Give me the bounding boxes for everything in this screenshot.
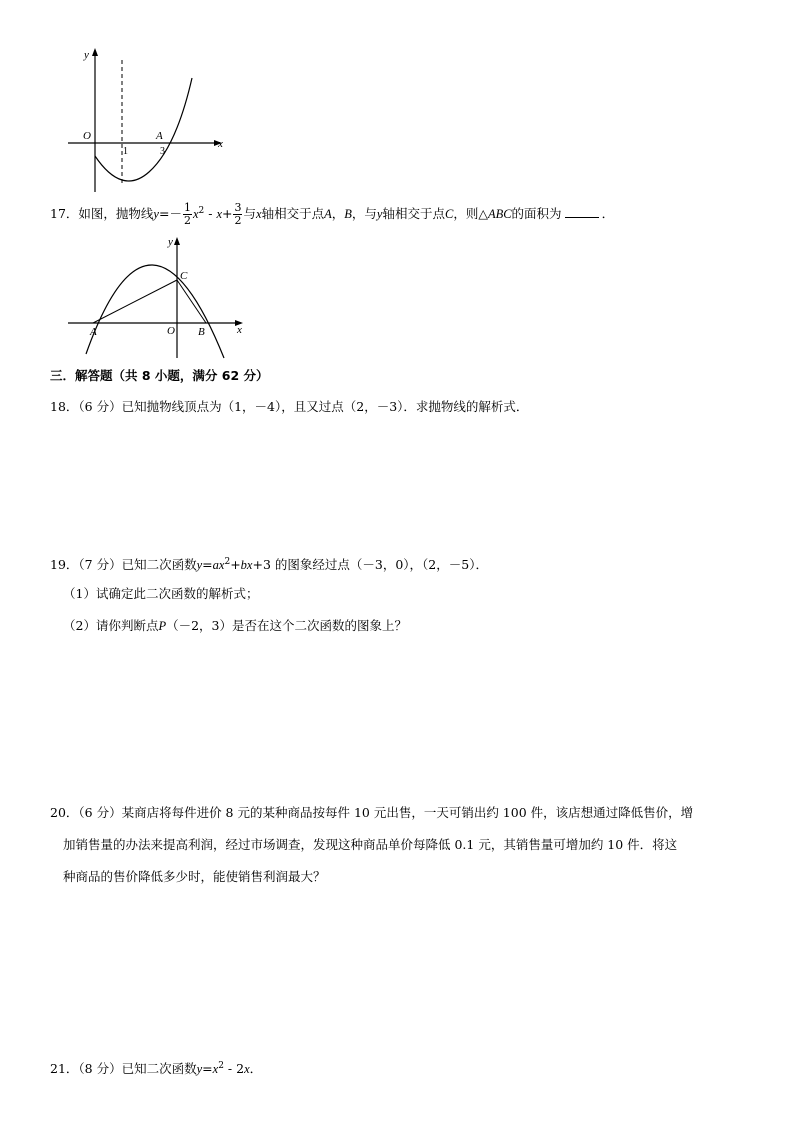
q19-plus: + (230, 557, 241, 573)
q21-end: ． (249, 1061, 263, 1077)
graph-2-x-label: x (237, 324, 242, 336)
q21-y: y (196, 1062, 203, 1077)
q19-eq: = (202, 557, 213, 573)
eq-equals-minus: =－ (158, 206, 182, 222)
graph-1-tick-3: 3 (160, 146, 165, 157)
point-a: A (324, 207, 332, 222)
question-17-period: ． (601, 206, 615, 222)
question-19-part-2-b: （－2，3）是否在这个二次函数的图象上？ (166, 618, 408, 633)
q21-exponent: 2 (218, 1061, 224, 1071)
eq-exponent: 2 (198, 206, 205, 216)
question-20-line-3: 种商品的售价降低多少时，能使销售利润最大？ (63, 869, 326, 884)
eq-y: y (153, 207, 159, 222)
question-20-line-1: 20．（6 分）某商店将每件进价 8 元的某种商品按每件 10 元出售，一天可销出约 100 件，该店想通过降低售价，增 (50, 805, 694, 820)
question-21 (50, 1057, 262, 1078)
fraction-three-halves (233, 202, 242, 227)
q19-x1: x (218, 558, 225, 573)
q21-x1: x (212, 1062, 219, 1077)
graph-1-tick-1: 1 (123, 146, 128, 157)
question-17-text-f: ，则△ (453, 206, 488, 222)
graph-2-label-b: B (198, 326, 205, 338)
question-19-rest: +3 的图象经过点（－3，0），（2，－5）． (252, 557, 488, 573)
q21-mid: - 2 (223, 1061, 245, 1077)
point-b: B (344, 207, 352, 222)
question-19-part-2-a: （2）请你判断点 (63, 618, 159, 633)
fraction-1-numerator: 1 (183, 201, 191, 215)
question-18: 18．（6 分）已知抛物线顶点为（1，－4），且又过点（2，－3）．求抛物线的解析式． (50, 399, 529, 414)
question-17-text-d: ，与 (351, 206, 377, 222)
q21-eq: = (202, 1061, 213, 1077)
graph-1 (60, 42, 235, 194)
question-17-text-c: 轴相交于点 (261, 206, 325, 222)
comma: ， (331, 206, 345, 222)
fraction-one-half (183, 202, 192, 227)
eq-plus: + (222, 206, 233, 222)
segment-ac (93, 280, 177, 323)
graph-1-y-label: y (84, 49, 89, 61)
fraction-1-denominator: 2 (183, 214, 191, 228)
q19-a: a (212, 558, 219, 573)
q19-b: b (240, 558, 247, 573)
question-17-number: 17． (50, 206, 79, 222)
graph-1-y-arrow (92, 48, 98, 56)
x-axis-var: x (256, 207, 262, 222)
section-3-heading: 三．解答题（共 8 小题，满分 62 分） (50, 368, 269, 383)
graph-2-label-c: C (180, 270, 188, 282)
point-c: C (444, 207, 454, 222)
graph-2-y-arrow (174, 237, 180, 245)
graph-1-origin-label: O (83, 130, 91, 142)
question-21-prefix: 21．（8 分）已知二次函数 (50, 1061, 197, 1077)
q19-y: y (196, 558, 203, 573)
fraction-2-numerator: 3 (234, 201, 242, 215)
graph-1-x-label: x (218, 138, 223, 150)
answer-blank[interactable] (565, 205, 599, 218)
q19-x2: x (246, 558, 253, 573)
question-17-text-a: 如图，抛物线 (78, 206, 154, 222)
question-17-text-g: 的面积为 (511, 206, 562, 222)
graph-2-parabola (86, 265, 224, 358)
graph-2-label-a: A (90, 326, 97, 338)
graph-2-y-label: y (168, 236, 173, 248)
q21-x2: x (244, 1062, 250, 1077)
q19-exponent: 2 (224, 557, 231, 567)
y-axis-var: y (376, 207, 383, 222)
eq-x: x (216, 207, 222, 222)
question-20-line-2: 加销售量的办法来提高利润，经过市场调查，发现这种商品单价每降低 0.1 元，其销售量可增加约 10 件．将这 (63, 837, 678, 852)
graph-1-parabola-upper (163, 78, 192, 143)
question-19-part-1: （1）试确定此二次函数的解析式； (63, 586, 259, 601)
graph-2-origin-label: O (167, 325, 175, 337)
question-19-prefix: 19．（7 分）已知二次函数 (50, 557, 197, 573)
eq-x-squared-base: x (192, 207, 199, 222)
question-19 (50, 553, 488, 574)
graph-1-parabola (95, 78, 192, 181)
question-17 (50, 202, 614, 227)
question-17-text-e: 轴相交于点 (382, 206, 445, 222)
eq-minus: - (204, 206, 217, 222)
question-17-text-b: 与 (243, 206, 256, 222)
graph-1-point-a-label: A (156, 130, 163, 142)
point-p: P (158, 619, 167, 633)
graph-2 (64, 232, 249, 362)
segment-cb (177, 280, 206, 323)
triangle-abc: ABC (487, 207, 512, 222)
fraction-2-denominator: 2 (234, 214, 242, 228)
question-19-part-2 (63, 617, 407, 635)
